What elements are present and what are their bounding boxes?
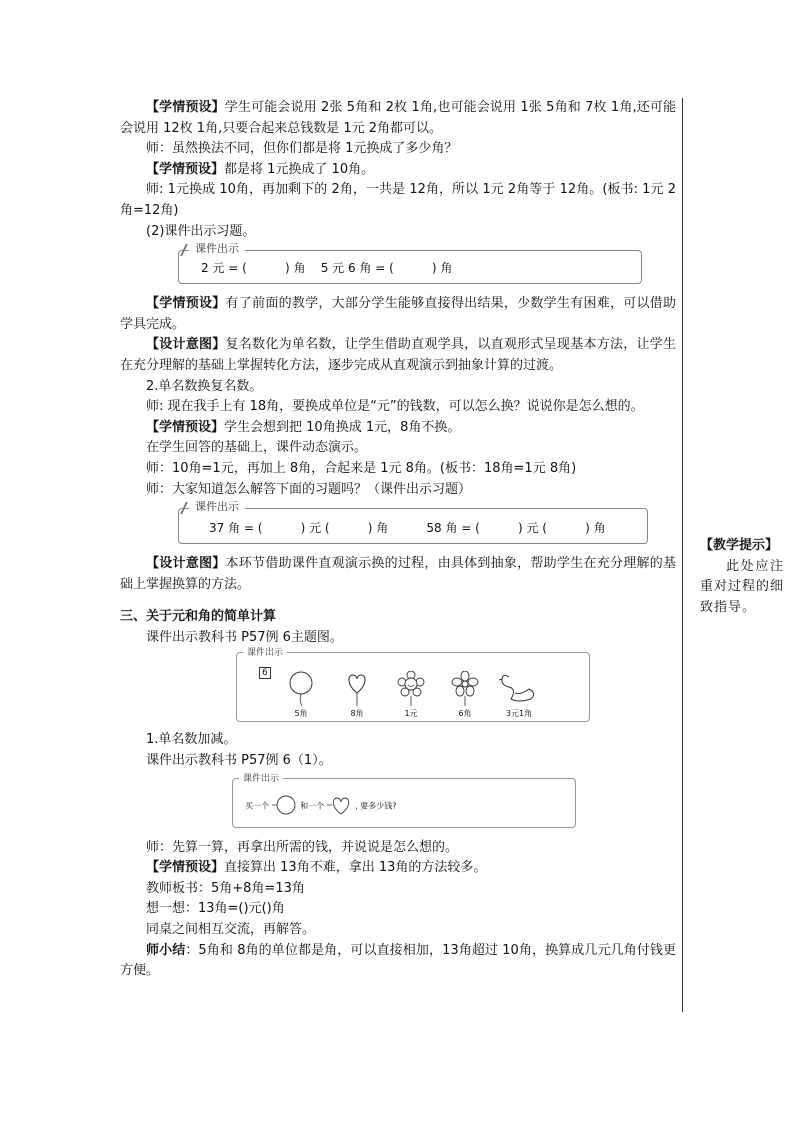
paragraph <box>120 335 676 376</box>
paragraph-text: ：5角和 8角的单位都是角，可以直接相加，13角超过 10角，换算成几元几角付钱更方便。 <box>120 942 676 979</box>
item-swan <box>499 671 539 719</box>
courseware-tag: 课件出示 <box>239 773 283 785</box>
heart-icon <box>343 671 371 707</box>
paragraph <box>120 554 676 595</box>
paragraph: 在学生回答的基础上，课件动态演示。 <box>146 440 368 456</box>
courseware-box <box>178 500 648 544</box>
paragraph <box>120 858 676 879</box>
paragraph: 教师板书：5角+8角=13角 <box>146 880 305 896</box>
tag-label: 师小结 <box>146 942 186 958</box>
paragraph: 师：大家知道怎么解答下面的习题吗？（课件出示习题） <box>146 481 472 497</box>
paragraph <box>120 160 676 181</box>
teaching-tip <box>700 536 784 618</box>
paragraph <box>120 418 676 439</box>
paragraph: 同桌之间相互交流，再解答。 <box>146 922 316 938</box>
courseware-tag: 课件出示 <box>243 647 287 659</box>
main-content <box>120 98 676 982</box>
paragraph: 师: 现在我手上有 18角，要换成单位是“元”的钱数，可以怎么换？说说你是怎么想的。 <box>146 399 644 415</box>
paragraph-text: 直接算出 13角不难，拿出 13角的方法较多。 <box>224 860 487 876</box>
section-heading: 三、关于元和角的简单计算 <box>120 609 277 625</box>
swan-icon <box>499 671 539 707</box>
price-label: 8角 <box>350 709 364 719</box>
heart-icon <box>327 795 353 817</box>
question-text: 买一个 <box>245 801 269 811</box>
tag-label: 【学情预设】 <box>146 860 225 876</box>
tag-label: 【学情预设】 <box>146 100 225 115</box>
question-text: 和一个 <box>300 801 325 811</box>
tag-label: 【设计意图】 <box>146 337 226 353</box>
exercise-text: 37 角 = ( ) 元 ( ) 角 58 角 = ( ) 元 ( ) 角 <box>209 521 606 536</box>
tag-label: 【学情预设】 <box>146 161 225 177</box>
example-illustration <box>232 773 576 828</box>
paragraph: 师：10角=1元，再加上 8角，合起来是 1元 8角。(板书：18角=1元 8角) <box>146 460 577 476</box>
question-row <box>245 795 397 817</box>
tag-label: 【学情预设】 <box>146 419 225 435</box>
price-label: 6角 <box>458 709 472 719</box>
tip-heading: 【教学提示】 <box>700 538 779 553</box>
flower-icon <box>451 671 479 707</box>
item-balloon <box>281 671 321 719</box>
paragraph: 2.单名数换复名数。 <box>146 378 263 394</box>
courseware-tag: 课件出示 <box>189 242 245 256</box>
paragraph: 课件出示教科书 P57例 6（1）。 <box>146 753 332 769</box>
tip-body: 此处应注重对过程的细致指导。 <box>700 558 785 615</box>
balloon-icon <box>287 671 315 707</box>
paragraph <box>120 941 676 982</box>
example-number: 6 <box>259 667 271 679</box>
price-label: 1元 <box>404 709 418 719</box>
courseware-tag: 课件出示 <box>189 500 245 514</box>
paragraph-text: 本环节借助课件直观演示换的过程，由具体到抽象，帮助学生在充分理解的基础上掌握换算的方法。 <box>120 556 676 592</box>
price-label: 3元1角 <box>505 709 533 719</box>
paragraph: 想一想：13角=()元()角 <box>146 901 285 917</box>
margin-divider <box>682 98 683 1012</box>
paragraph: 1.单名数加减。 <box>146 732 237 748</box>
paragraph-text: 都是将 1元换成了 10角。 <box>224 161 375 177</box>
item-flower <box>445 671 485 719</box>
paragraph: 师: 1元换成 10角，再加剩下的 2角，一共是 12角，所以 1元 2角等于 12角。(板书: 1元 2角=12角) <box>120 182 676 218</box>
price-label: 5角 <box>294 709 308 719</box>
paragraph: 师：先算一算，再拿出所需的钱，并说说是怎么想的。 <box>146 839 459 855</box>
balloon-icon <box>272 795 298 817</box>
paragraph <box>120 294 676 335</box>
item-flower-smile <box>391 671 431 719</box>
paragraph-text: 学生会想到把 10角换成 1元，8角不换。 <box>224 419 461 435</box>
tag-label: 【学情预设】 <box>146 296 226 312</box>
item-heart-balloon <box>337 671 377 719</box>
flower-icon <box>397 671 425 707</box>
paragraph: (2)课件出示习题。 <box>146 223 256 239</box>
paragraph <box>120 98 676 139</box>
theme-illustration <box>236 648 590 722</box>
exercise-text: 2 元 = ( ) 角 5 元 6 角 = ( ) 角 <box>201 261 453 276</box>
paragraph-text: 复名数化为单名数，让学生借助直观学具，以直观形式呈现基本方法，让学生在充分理解的基础上掌握转化方法，逐步完成从直观演示到抽象计算的过渡。 <box>120 337 676 373</box>
paragraph: 课件出示教科书 P57例 6主题图。 <box>146 629 343 645</box>
paragraph-text: 学生可能会说用 2张 5角和 2枚 1角,也可能会说用 1张 5角和 7枚 1角,还可能会说用 12枚 1角,只要合起来总钱数是 1元 2角都可以。 <box>120 100 676 136</box>
question-text: , 要多少钱? <box>355 801 397 811</box>
tag-label: 【设计意图】 <box>146 556 226 572</box>
courseware-box <box>178 242 642 284</box>
paragraph: 师：虽然换法不同，但你们都是将 1元换成了多少角？ <box>146 141 458 157</box>
paragraph-text: 有了前面的教学，大部分学生能够直接得出结果，少数学生有困难，可以借助学具完成。 <box>120 296 676 332</box>
